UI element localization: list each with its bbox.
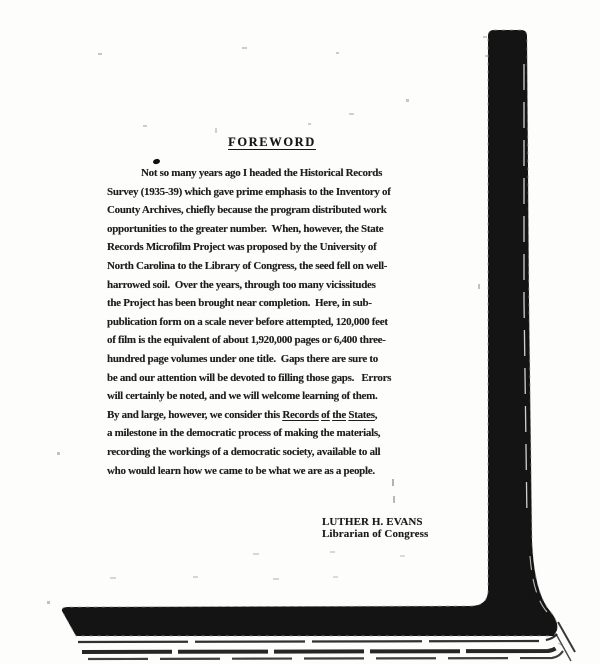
- signature-role: Librarian of Congress: [322, 528, 429, 540]
- film-corner-tick-1: [558, 622, 575, 652]
- body-line: a milestone in the democratic process of making the materials,: [107, 427, 381, 440]
- body-line: North Carolina to the Library of Congress, the seed fell on well-: [107, 259, 388, 272]
- body-line: Not so many years ago I headed the Historical Records: [141, 167, 383, 179]
- scan-speckle: [57, 452, 60, 455]
- body-line: harrowed soil. Over the years, through too many vicissitudes: [107, 278, 376, 291]
- film-streak-2: [82, 644, 560, 652]
- page-title: FOREWORD: [228, 135, 316, 149]
- scan-speckle: [143, 125, 147, 127]
- body-line: be and our attention will be devoted to filling those gaps. Errors: [107, 371, 392, 384]
- signature-name: LUTHER H. EVANS: [322, 516, 423, 528]
- body-line: recording the workings of a democratic society, available to all: [107, 445, 381, 458]
- body-line: By and large, however, we consider this Records of the States,: [107, 408, 378, 421]
- scan-speckle: [349, 113, 354, 115]
- scan-speckle: [110, 577, 116, 579]
- body-line: hundred page volumes under one title. Gaps there are sure to: [107, 352, 378, 365]
- scan-speckle: [333, 576, 338, 578]
- body-line: opportunities to the greater number. When, however, the State: [107, 222, 384, 235]
- scan-speckle: [215, 128, 217, 133]
- scan-speckle: [406, 99, 409, 102]
- scan-speckle: [193, 576, 198, 578]
- body-line: Survey (1935-39) which gave prime emphasis to the Inventory of: [107, 185, 391, 198]
- scan-speckle: [478, 284, 480, 289]
- body-line: County Archives, chiefly because the program distributed work: [107, 204, 387, 217]
- scan-speckle: [483, 36, 487, 38]
- body-line: Records Microfilm Project was proposed by the University of: [107, 241, 377, 254]
- scan-speckle: [330, 551, 335, 553]
- scan-speckle: [400, 555, 405, 557]
- scan-speckle: [47, 601, 50, 604]
- scan-speckle: [242, 47, 247, 49]
- body-line: who would learn how we came to be what we are as a people.: [107, 464, 375, 477]
- body-line: publication form on a scale never before attempted, 120,000 feet: [107, 315, 388, 328]
- scan-speckle: [392, 479, 394, 486]
- body-line: of film is the equivalent of about 1,920,000 pages or 6,400 three-: [107, 334, 386, 347]
- scan-speckle: [253, 553, 259, 555]
- film-edge-shape: [62, 30, 557, 636]
- scan-speckle: [393, 496, 395, 503]
- body-line: will certainly be noted, and we will welcome learning of them.: [107, 390, 378, 403]
- scan-speckle: [98, 53, 102, 55]
- scan-speckle: [273, 578, 279, 580]
- scan-speckle: [308, 123, 311, 125]
- scan-speckle: [485, 55, 488, 57]
- scan-speckle: [336, 52, 339, 54]
- body-line: the Project has been brought near completion. Here, in sub-: [107, 297, 372, 310]
